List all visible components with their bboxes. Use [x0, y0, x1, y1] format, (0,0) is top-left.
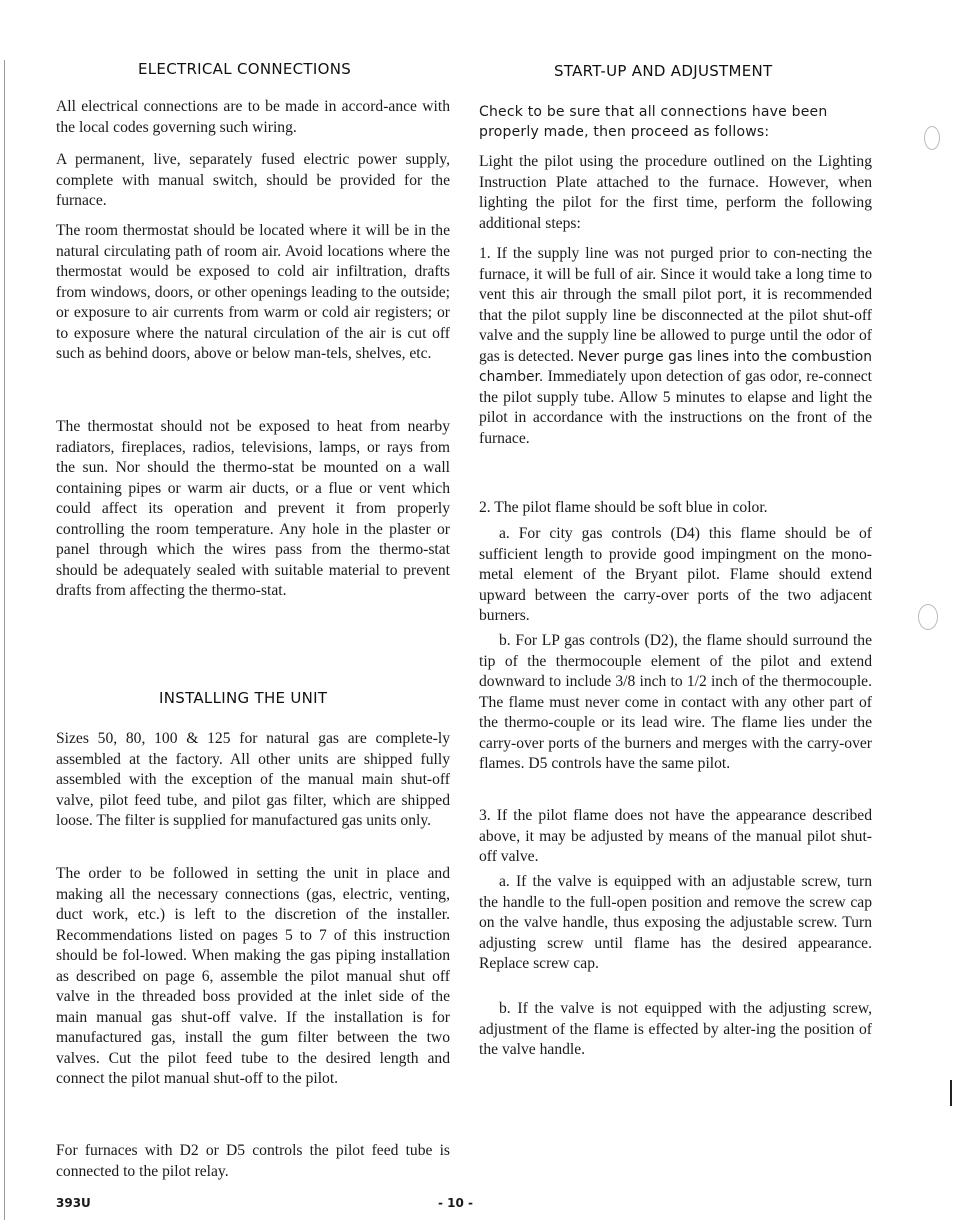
step-2a: a. For city gas controls (D4) this flame should be of sufficient length to provide good impingment on the mono-metal element of the Bryant pilot. Flame should extend upward between the carry-over ports of the two adjacent burners.: [479, 525, 872, 624]
step-2b: b. For LP gas controls (D2), the flame should surround the tip of the thermocouple element of the pilot and extend downward to include 3/8 inch to 1/2 inch of the thermocouple. The flame must never come in contact with any other part of the thermo-couple or its lead wire. The flame lies under the carry-over ports of the burners and merges with the carry-over flames. D5 controls have the same pilot.: [479, 632, 872, 772]
paragraph: The room thermostat should be located where it will be in the natural circulating path of room air. Avoid locations where the thermostat would be exposed to cold air infiltration, drafts from windows, doors, or other openings leading to the outside; or exposure to air currents from warm or cold air registers; or to exposure where the natural circulation of the air is cut off such as behind doors, above or below man-tels, shelves, etc.: [56, 222, 450, 362]
step-1-warning: Never purge gas lines into the combustion chamber.: [479, 348, 872, 385]
paragraph: The thermostat should not be exposed to heat from nearby radiators, fireplaces, radios, televisions, lamps, or rays from the sun. Nor should the thermo-stat be mounted on a wall containing pipes or warm air ducts, or a flue or vent which could affect its operation and prevent it from properly controlling the room temperature. Any hole in the plaster or panel through which the wires pass from the thermo-stat should be adequately sealed with suitable material to prevent drafts from affecting the thermo-stat.: [56, 418, 450, 599]
binding-mark: [950, 1080, 952, 1106]
step-3a: a. If the valve is equipped with an adjustable screw, turn the handle to the full-open position and remove the screw cap on the valve handle, thus exposing the adjustable screw. Turn adjusting screw until flame has the desired appearance. Replace screw cap.: [479, 873, 872, 972]
step-1-text-continued: Immediately upon detection of gas odor, re-connect the pilot supply tube. Allow 5 minutes to elapse and light the pilot in accordance with the instructions on the front of the furnace.: [479, 368, 872, 447]
section-heading-installing: INSTALLING THE UNIT: [159, 689, 328, 707]
scan-edge-line: [4, 60, 5, 1220]
paragraph: For furnaces with D2 or D5 controls the pilot feed tube is connected to the pilot relay.: [56, 1142, 450, 1180]
step-1-text: 1. If the supply line was not purged prior to con-necting the furnace, it will be full of air. Since it would take a long time to vent this air through the small pilot port, it is recommended that the pilot supply line be disconnected at the pilot shut-off valve and the supply line be allowed to purge until the odor of gas is detected.: [479, 245, 872, 365]
scan-artifact: [918, 604, 938, 630]
document-code: 393U: [56, 1196, 91, 1210]
section-heading-electrical: ELECTRICAL CONNECTIONS: [138, 60, 352, 78]
paragraph: All electrical connections are to be made in accord-ance with the local codes governing such wiring.: [56, 98, 450, 136]
paragraph: The order to be followed in setting the unit in place and making all the necessary connections (gas, electric, venting, duct work, etc.) is left to the discretion of the installer. Recommendations listed on pages 5 to 7 of this instruction should be fol-lowed. When making the gas piping installation as described on page 6, assemble the pilot manual shut off valve in the threaded boss provided at the inlet side of the main manual gas shut-off valve. If the installation is for manufactured gas, install the gum filter between the two valves. Cut the pilot feed tube to the desired length and connect the pilot manual shut-off to the pilot.: [56, 865, 450, 1087]
scan-artifact: [924, 126, 940, 150]
paragraph: Sizes 50, 80, 100 & 125 for natural gas are complete-ly assembled at the factory. All other units are shipped fully assembled with the exception of the manual main shut-off valve, pilot feed tube, and pilot gas filter, which are shipped loose. The filter is supplied for manufactured gas units only.: [56, 730, 450, 829]
step-2: 2. The pilot flame should be soft blue in color.: [479, 499, 768, 516]
paragraph: Light the pilot using the procedure outlined on the Lighting Instruction Plate attached to the furnace. However, when lighting the pilot for the first time, perform the following additional steps:: [479, 153, 872, 232]
section-heading-startup: START-UP AND ADJUSTMENT: [554, 62, 773, 80]
step-3b: b. If the valve is not equipped with the adjusting screw, adjustment of the flame is effected by alter-ing the position of the valve handle.: [479, 1000, 872, 1058]
page-number: - 10 -: [438, 1196, 474, 1210]
paragraph: A permanent, live, separately fused electric power supply, complete with manual switch, should be provided for the furnace.: [56, 151, 450, 209]
step-1: [479, 244, 872, 449]
step-3: 3. If the pilot flame does not have the appearance described above, it may be adjusted by means of the manual pilot shut-off valve.: [479, 807, 872, 865]
lead-instruction: Check to be sure that all connections have been properly made, then proceed as follows:: [479, 104, 828, 140]
